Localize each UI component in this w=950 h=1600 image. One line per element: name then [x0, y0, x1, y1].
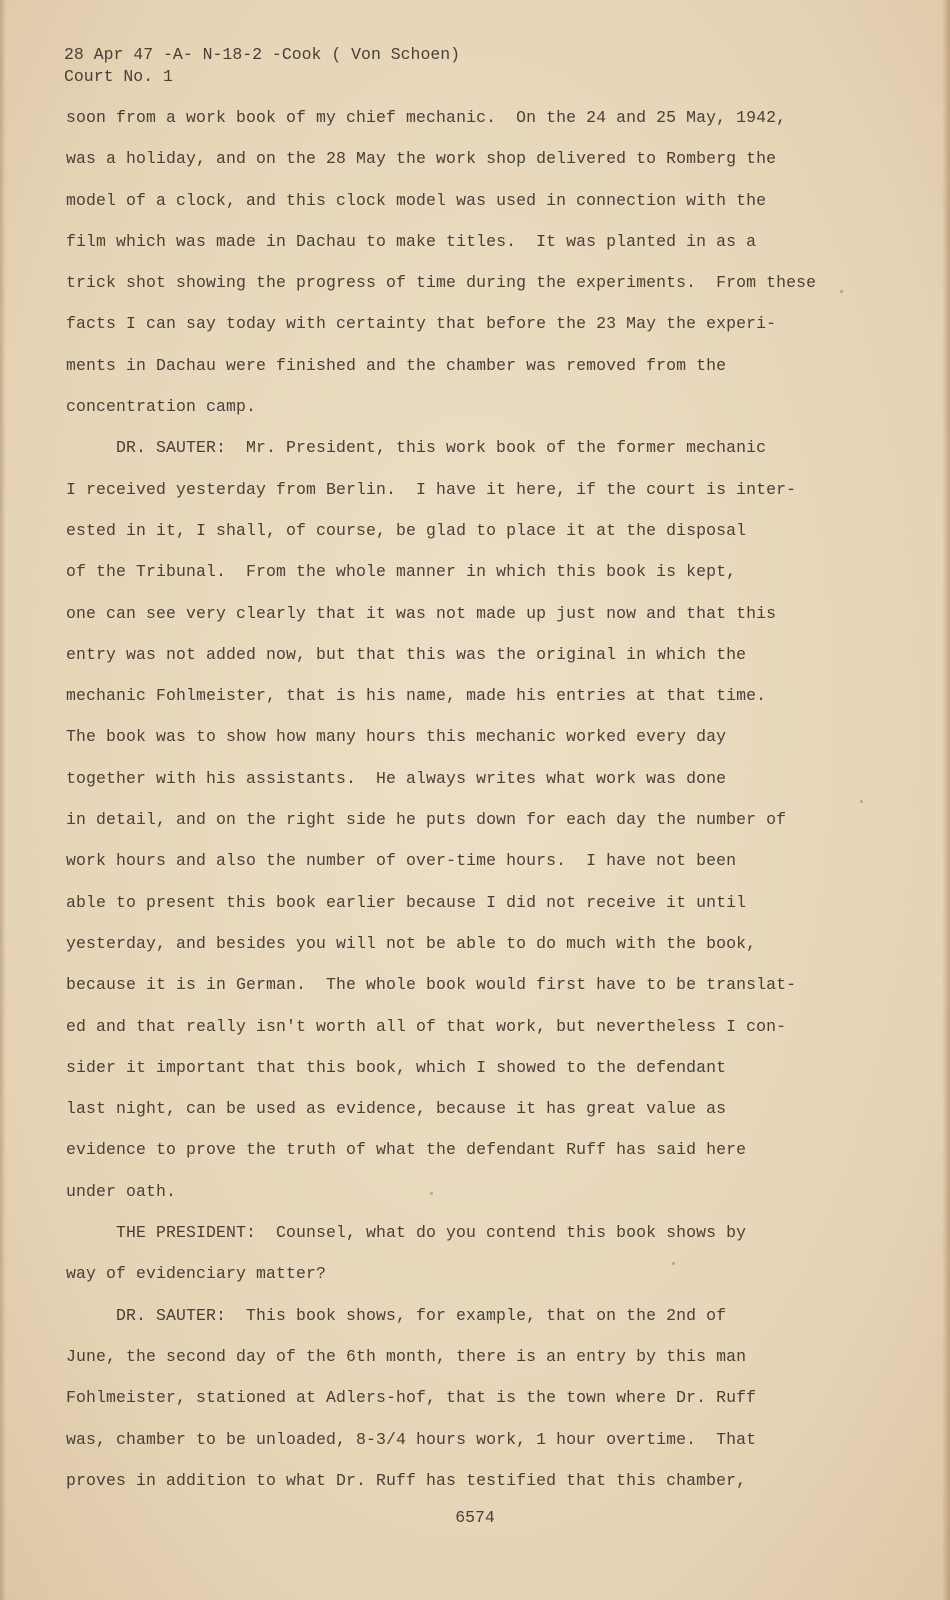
text-line: ested in it, I shall, of course, be glad to place it at the disposal [66, 520, 747, 540]
text-line: soon from a work book of my chief mechanic. On the 24 and 25 May, 1942, [66, 108, 787, 127]
header-case-line: 28 Apr 47 -A- N-18-2 -Cook ( Von Schoen) [64, 45, 461, 64]
paper-speck [860, 800, 863, 803]
text-line: The book was to show how many hours this mechanic worked every day [66, 727, 727, 747]
paper-edge-right [942, 0, 950, 1600]
page-number: 6574 [455, 1508, 495, 1527]
text-line: ed and that really isn't worth all of that work, but nevertheless I con- [66, 1016, 787, 1036]
text-line: ments in Dachau were finished and the chamber was removed from the [66, 355, 727, 375]
text-line: proves in addition to what Dr. Ruff has testified that this chamber, [66, 1470, 747, 1490]
text-line: evidence to prove the truth of what the defendant Ruff has said here [66, 1140, 747, 1160]
text-line: concentration camp. [66, 397, 257, 417]
paper-edge-left [0, 0, 6, 1600]
text-line: way of evidenciary matter? [66, 1264, 327, 1284]
text-line: one can see very clearly that it was not made up just now and that this [66, 603, 777, 623]
text-line: was a holiday, and on the 28 May the work shop delivered to Romberg the [66, 149, 777, 169]
speaker-line-sauter: DR. SAUTER: Mr. President, this work book of the former mechanic [116, 438, 767, 458]
text-line: of the Tribunal. From the whole manner in which this book is kept, [66, 562, 737, 582]
text-line: sider it important that this book, which I showed to the defendant [66, 1057, 727, 1077]
text-line: because it is in German. The whole book would first have to be translat- [66, 975, 797, 995]
text-line: yesterday, and besides you will not be able to do much with the book, [66, 933, 757, 953]
text-line: together with his assistants. He always writes what work was done [66, 768, 727, 788]
page-header [64, 44, 460, 88]
text-line: last night, can be used as evidence, because it has great value as [66, 1099, 727, 1119]
text-line: mechanic Fohlmeister, that is his name, made his entries at that time. [66, 686, 767, 706]
text-line: able to present this book earlier because I did not receive it until [66, 892, 747, 912]
text-line: June, the second day of the 6th month, there is an entry by this man [66, 1346, 747, 1366]
speaker-line-sauter: DR. SAUTER: This book shows, for example, that on the 2nd of [116, 1305, 727, 1325]
text-line: trick shot showing the progress of time during the experiments. From these [66, 273, 817, 293]
text-line: in detail, and on the right side he puts down for each day the number of [66, 810, 787, 830]
text-line: model of a clock, and this clock model was used in connection with the [66, 190, 767, 210]
text-line: under oath. [66, 1181, 177, 1201]
header-court-line: Court No. 1 [64, 67, 173, 86]
text-line: entry was not added now, but that this was the original in which the [66, 644, 747, 664]
speaker-line-president: THE PRESIDENT: Counsel, what do you contend this book shows by [116, 1223, 747, 1243]
transcript-body [66, 103, 836, 1507]
text-line: was, chamber to be unloaded, 8-3/4 hours work, 1 hour overtime. That [66, 1429, 757, 1449]
text-line: facts I can say today with certainty that before the 23 May the experi- [66, 314, 777, 334]
paper-speck [840, 290, 843, 293]
paper-speck [672, 1262, 675, 1265]
paper-speck [430, 1192, 433, 1195]
text-line: I received yesterday from Berlin. I have it here, if the court is inter- [66, 479, 797, 499]
text-line: Fohlmeister, stationed at Adlers-hof, that is the town where Dr. Ruff [66, 1388, 757, 1408]
text-line: film which was made in Dachau to make titles. It was planted in as a [66, 231, 757, 251]
text-line: work hours and also the number of over-time hours. I have not been [66, 851, 737, 871]
